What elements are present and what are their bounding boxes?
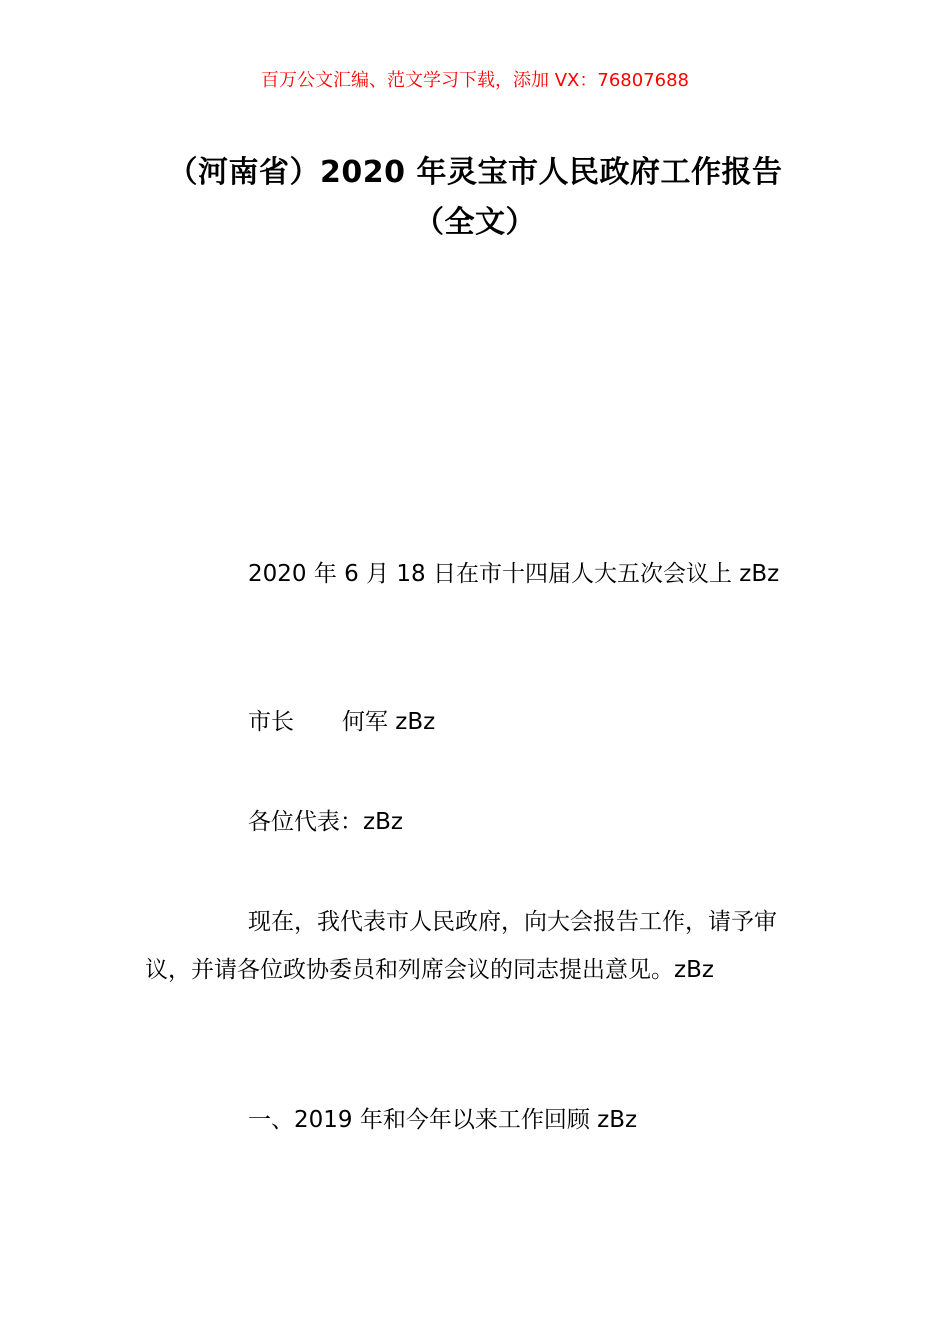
salutation-paragraph: 各位代表：zBz xyxy=(248,809,403,835)
section-heading: 一、2019 年和今年以来工作回顾 zBz xyxy=(248,1107,638,1133)
meeting-date-paragraph: 2020 年 6 月 18 日在市十四届人大五次会议上 zBz xyxy=(248,561,780,587)
document-title: （河南省）2020 年灵宝市人民政府工作报告（全文） xyxy=(167,155,783,240)
opening-paragraph: 现在，我代表市人民政府，向大会报告工作，请予审议，并请各位政协委员和列席会议的同志提出意见。zBz xyxy=(145,909,777,983)
header-note: 百万公文汇编、范文学习下载，添加 VX：76807688 xyxy=(261,70,689,91)
speaker-paragraph xyxy=(145,698,813,746)
speaker-name: 何军 zBz xyxy=(342,709,436,735)
speaker-role: 市长 xyxy=(248,709,294,735)
